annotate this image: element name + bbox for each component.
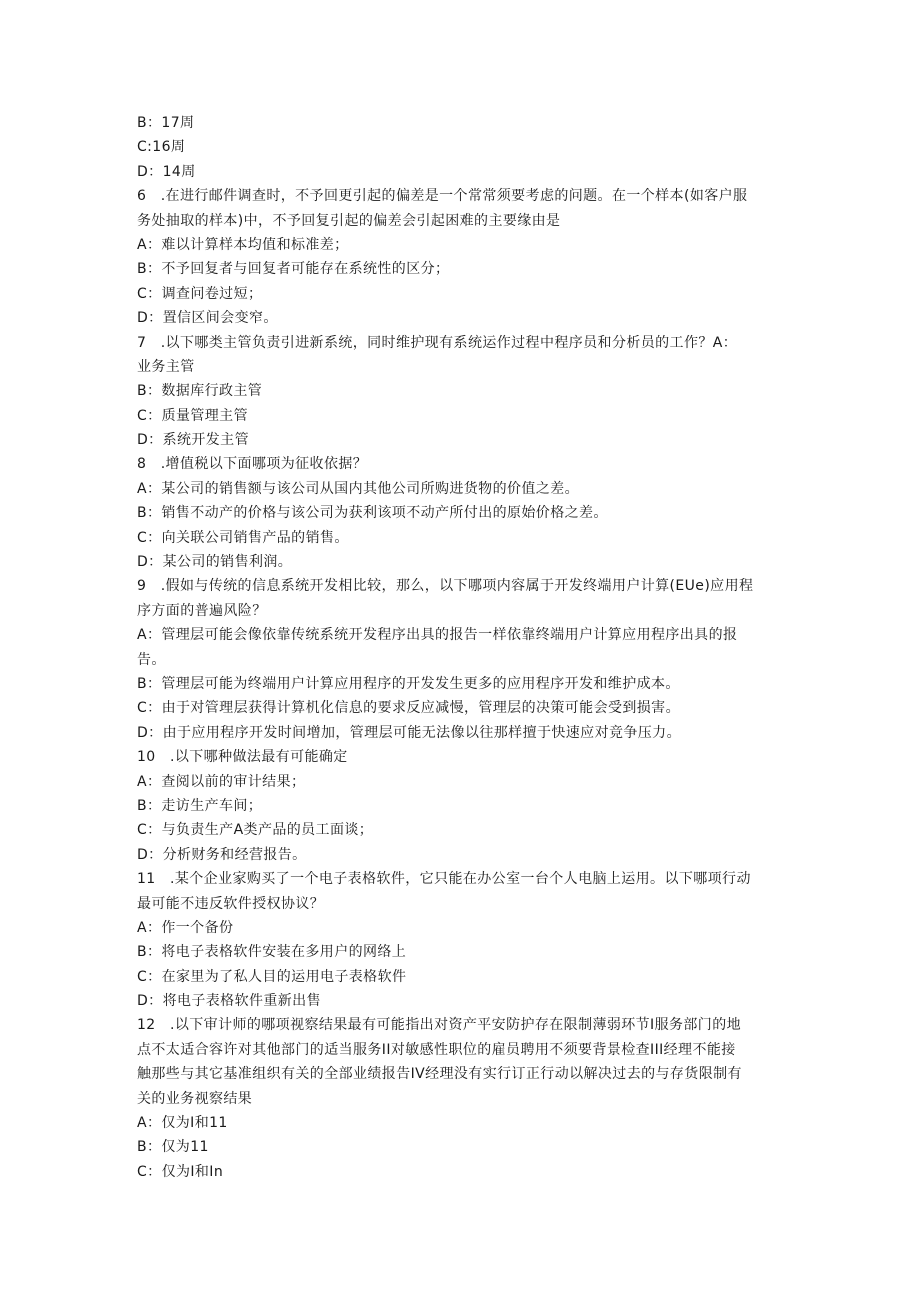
question-line: 7 .以下哪类主管负责引进新系统，同时维护现有系统运作过程中程序员和分析员的工作？A： (137, 334, 738, 351)
option-line: B：仅为11 (137, 1139, 209, 1156)
option-line: B：销售不动产的价格与该公司为获利该项不动产所付出的原始价格之差。 (137, 505, 608, 522)
option-line: C：调查问卷过短； (137, 285, 263, 302)
text-line: 点不太适合容许对其他部门的适当服务II对敏感性职位的雇员聘用不须要背景检查III经理不能接 (137, 1041, 736, 1058)
question-line: 6 .在进行邮件调查时，不予回更引起的偏差是一个常常须要考虑的问题。在一个样本(如客户服 (137, 188, 748, 205)
option-line: A：仅为I和11 (137, 1115, 228, 1132)
option-line: D：置信区间会变窄。 (137, 310, 278, 327)
option-line: C：质量管理主管 (137, 407, 248, 424)
option-line: C：与负责生产A类产品的员工面谈； (137, 822, 374, 839)
option-line: C：仅为I和In (137, 1163, 224, 1180)
text-line: 关的业务视察结果 (137, 1090, 253, 1107)
question-line: 8 .增值税以下面哪项为征收依据？ (137, 456, 368, 473)
question-line: 11 .某个企业家购买了一个电子表格软件，它只能在办公室一台个人电脑上运用。以下哪项行动 (137, 871, 751, 888)
option-line: B：管理层可能为终端用户计算应用程序的开发发生更多的应用程序开发和维护成本。 (137, 675, 680, 692)
option-line: D：某公司的销售利润。 (137, 554, 293, 571)
text-line: 告。 (137, 651, 166, 668)
document-page (137, 111, 797, 1184)
text-line: B：17周 (137, 115, 195, 131)
text-line: 业务主管 (137, 358, 195, 375)
text-line: 序方面的普遍风险？ (137, 602, 267, 619)
option-line: B：数据库行政主管 (137, 383, 263, 400)
question-line: 12 .以下审计师的哪项视察结果最有可能指出对资产平安防护存在限制薄弱环节I服务部门的地 (137, 1017, 741, 1034)
text-line: 务处抽取的样本)中，不予回复引起的偏差会引起困难的主要缘由是 (137, 212, 561, 229)
option-line: A：某公司的销售额与该公司从国内其他公司所购进货物的价值之差。 (137, 480, 579, 497)
option-line: C：向关联公司销售产品的销售。 (137, 529, 349, 546)
text-line: 最可能不违反软件授权协议？ (137, 895, 325, 912)
question-line: 10 .以下哪种做法最有可能确定 (137, 749, 348, 766)
text-line: D：14周 (137, 163, 196, 180)
option-line: A：作一个备份 (137, 919, 234, 936)
option-line: B：不予回复者与回复者可能存在系统性的区分； (137, 261, 450, 278)
option-line: D：将电子表格软件重新出售 (137, 993, 321, 1010)
option-line: D：系统开发主管 (137, 432, 249, 449)
option-line: D：分析财务和经营报告。 (137, 846, 307, 863)
option-line: A：管理层可能会像依靠传统系统开发程序出具的报告一样依靠终端用户计算应用程序出具的报 (137, 627, 738, 644)
option-line: D：由于应用程序开发时间增加，管理层可能无法像以往那样擅于快速应对竞争压力。 (137, 724, 681, 741)
option-line: C：在家里为了私人目的运用电子表格软件 (137, 968, 407, 985)
question-line: 9 .假如与传统的信息系统开发相比较，那么，以下哪项内容属于开发终端用户计算(EUe)应用程 (137, 578, 754, 595)
option-line: A：查阅以前的审计结果； (137, 773, 306, 790)
text-line: 触那些与其它基准组织有关的全部业绩报告IV经理没有实行订正行动以解决过去的与存货限制有 (137, 1066, 742, 1083)
option-line: B：走访生产车间； (137, 797, 263, 814)
option-line: A：难以计算样本均值和标准差； (137, 236, 349, 253)
text-line: C:16周 (137, 139, 186, 156)
option-line: B：将电子表格软件安装在多用户的网络上 (137, 944, 407, 961)
option-line: C：由于对管理层获得计算机化信息的要求反应减慢，管理层的决策可能会受到损害。 (137, 700, 680, 717)
